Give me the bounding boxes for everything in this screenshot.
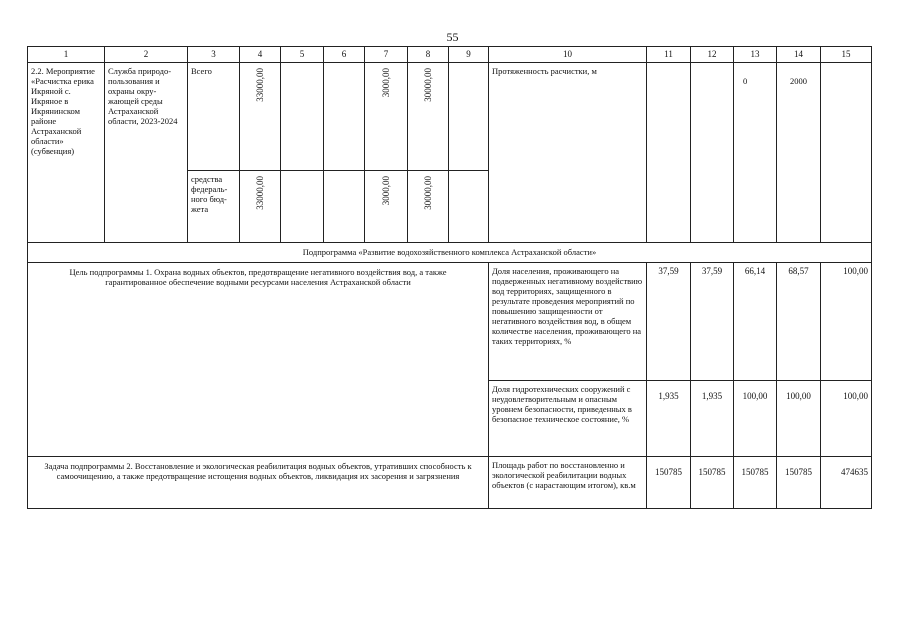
header-cell: 10 xyxy=(489,47,647,63)
cell-c8-total xyxy=(408,63,449,171)
cell-c6-federal xyxy=(324,171,365,243)
value-c13: 0 xyxy=(743,76,748,86)
funding-source-federal: средства федераль-ного бюд-жета xyxy=(188,171,240,243)
cell-c13 xyxy=(734,63,777,243)
header-cell: 12 xyxy=(691,47,734,63)
goal2-c15: 100,00 xyxy=(821,381,872,457)
measure-row-total xyxy=(28,63,872,171)
subprogram-row xyxy=(28,243,872,263)
cell-c12 xyxy=(691,63,734,243)
header-cell: 6 xyxy=(324,47,365,63)
goal-row-1 xyxy=(28,263,872,381)
value-c4: 33000,00 xyxy=(254,68,265,102)
goal2-c13: 100,00 xyxy=(734,381,777,457)
task-c13: 150785 xyxy=(734,457,777,509)
cell-c5-federal xyxy=(281,171,324,243)
goal2-c12: 1,935 xyxy=(691,381,734,457)
header-cell: 5 xyxy=(281,47,324,63)
measure-indicator: Протяженность расчистки, м xyxy=(489,63,647,243)
goal2-c11: 1,935 xyxy=(647,381,691,457)
header-cell: 2 xyxy=(105,47,188,63)
task-indicator: Площадь работ по восстановленно и экологической реабилитации водных объектов (с нарастающим итогом), кв.м xyxy=(489,457,647,509)
measure-title: 2.2. Мероприятие «Расчистка ерика Икряной с. Икряное в Икрянинском районе Астраханской области» (субвенция) xyxy=(28,63,105,243)
cell-c15 xyxy=(821,63,872,243)
cell-c14 xyxy=(777,63,821,243)
header-cell: 11 xyxy=(647,47,691,63)
goal-indicator-2: Доля гидротехнических сооружений с неудовлетворительным и опасным уровнем безопасности, приведенных в безопасное техническое состояние, % xyxy=(489,381,647,457)
goal1-c14: 68,57 xyxy=(777,263,821,381)
cell-c5-total xyxy=(281,63,324,171)
header-cell: 8 xyxy=(408,47,449,63)
value-c4: 33000,00 xyxy=(254,176,265,210)
value-c7: 3000,00 xyxy=(380,68,391,98)
goal1-c11: 37,59 xyxy=(647,263,691,381)
header-cell: 7 xyxy=(365,47,408,63)
task-row xyxy=(28,457,872,509)
header-cell: 1 xyxy=(28,47,105,63)
goal1-c12: 37,59 xyxy=(691,263,734,381)
cell-c7-federal xyxy=(365,171,408,243)
cell-c6-total xyxy=(324,63,365,171)
cell-c9-federal xyxy=(449,171,489,243)
task-c12: 150785 xyxy=(691,457,734,509)
task-c11: 150785 xyxy=(647,457,691,509)
goal2-c14: 100,00 xyxy=(777,381,821,457)
header-cell: 9 xyxy=(449,47,489,63)
header-row xyxy=(28,47,872,63)
value-c14: 2000 xyxy=(790,76,807,86)
cell-c4-federal xyxy=(240,171,281,243)
funding-source-total: Всего xyxy=(188,63,240,171)
goal1-c13: 66,14 xyxy=(734,263,777,381)
header-cell: 4 xyxy=(240,47,281,63)
value-c8: 30000,00 xyxy=(422,68,433,102)
cell-c4-total xyxy=(240,63,281,171)
goal-text: Цель подпрограммы 1. Охрана водных объектов, предотвращение негативного воздействия вод, а также гарантированное обеспечение водными ресурсами населения Астраханской области xyxy=(28,263,489,457)
header-cell: 13 xyxy=(734,47,777,63)
header-cell: 15 xyxy=(821,47,872,63)
value-c7: 3000,00 xyxy=(380,176,391,206)
page-number: 55 xyxy=(446,30,459,44)
header-cell: 14 xyxy=(777,47,821,63)
task-c14: 150785 xyxy=(777,457,821,509)
goal1-c15: 100,00 xyxy=(821,263,872,381)
task-text: Задача подпрограммы 2. Восстановление и экологическая реабилитация водных объектов, утративших способность к самоочищению, а также предотвращение истощения водных объектов, ликвидация их засорения и загрязнения xyxy=(28,457,489,509)
program-table xyxy=(27,46,872,509)
cell-c7-total xyxy=(365,63,408,171)
cell-c11 xyxy=(647,63,691,243)
value-c8: 30000,00 xyxy=(422,176,433,210)
task-c15: 474635 xyxy=(821,457,872,509)
subprogram-title: Подпрограмма «Развитие водохозяйственного комплекса Астраханской области» xyxy=(28,243,872,263)
cell-c8-federal xyxy=(408,171,449,243)
cell-c9-total xyxy=(449,63,489,171)
header-cell: 3 xyxy=(188,47,240,63)
goal-indicator-1: Доля населения, проживающего на подверженных негативному воздействию вод территориях, защищенного в результате проведения мероприятий по повышению защищенности от негативного воздействия вод, в общем количестве населения, проживающего на таких территориях, % xyxy=(489,263,647,381)
measure-executor: Служба природо-пользования и охраны окру-жающей среды Астраханской области, 2023-2024 xyxy=(105,63,188,243)
